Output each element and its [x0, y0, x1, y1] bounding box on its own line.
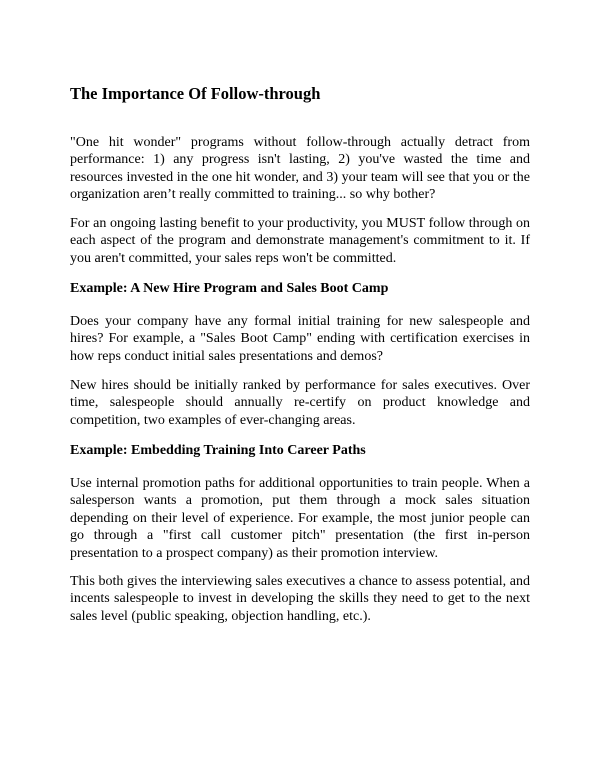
- section-heading-career-paths: Example: Embedding Training Into Career Paths: [70, 443, 366, 458]
- section-1-paragraph-2: New hires should be initially ranked by performance for sales executives. Over time, salespeople should annually re-certify on product knowledge and competition, two examples of ever-changing areas.: [70, 378, 530, 428]
- section-2-paragraph-1: Use internal promotion paths for additional opportunities to train people. When a salesperson wants a promotion, put them through a mock sales situation depending on their level of experience. For example, the most junior people can go through a "first call customer pitch" presentation (the first in-person presentation to a prospect company) as their promotion interview.: [70, 476, 530, 561]
- intro-paragraph-1: "One hit wonder" programs without follow-through actually detract from performance: 1) any progress isn't lasting, 2) you've wasted the time and resources invested in the one hit wonder, and 3) your team will see that you or the organization aren’t really committed to training... so why bother?: [70, 135, 530, 203]
- section-1-paragraph-1: Does your company have any formal initial training for new salespeople and hires? For example, a "Sales Boot Camp" ending with certification exercises in how reps conduct initial sales presentations and demos?: [70, 314, 530, 364]
- intro-paragraph-2: For an ongoing lasting benefit to your productivity, you MUST follow through on each aspect of the program and demonstrate management's commitment to it. If you aren't committed, your sales reps won't be committed.: [70, 216, 530, 266]
- page-title: The Importance Of Follow-through: [70, 84, 321, 103]
- section-heading-new-hire: Example: A New Hire Program and Sales Boot Camp: [70, 281, 389, 296]
- section-2-paragraph-2: This both gives the interviewing sales executives a chance to assess potential, and incents salespeople to invest in developing the skills they need to get to the next sales level (public speaking, objection handling, etc.).: [70, 574, 530, 624]
